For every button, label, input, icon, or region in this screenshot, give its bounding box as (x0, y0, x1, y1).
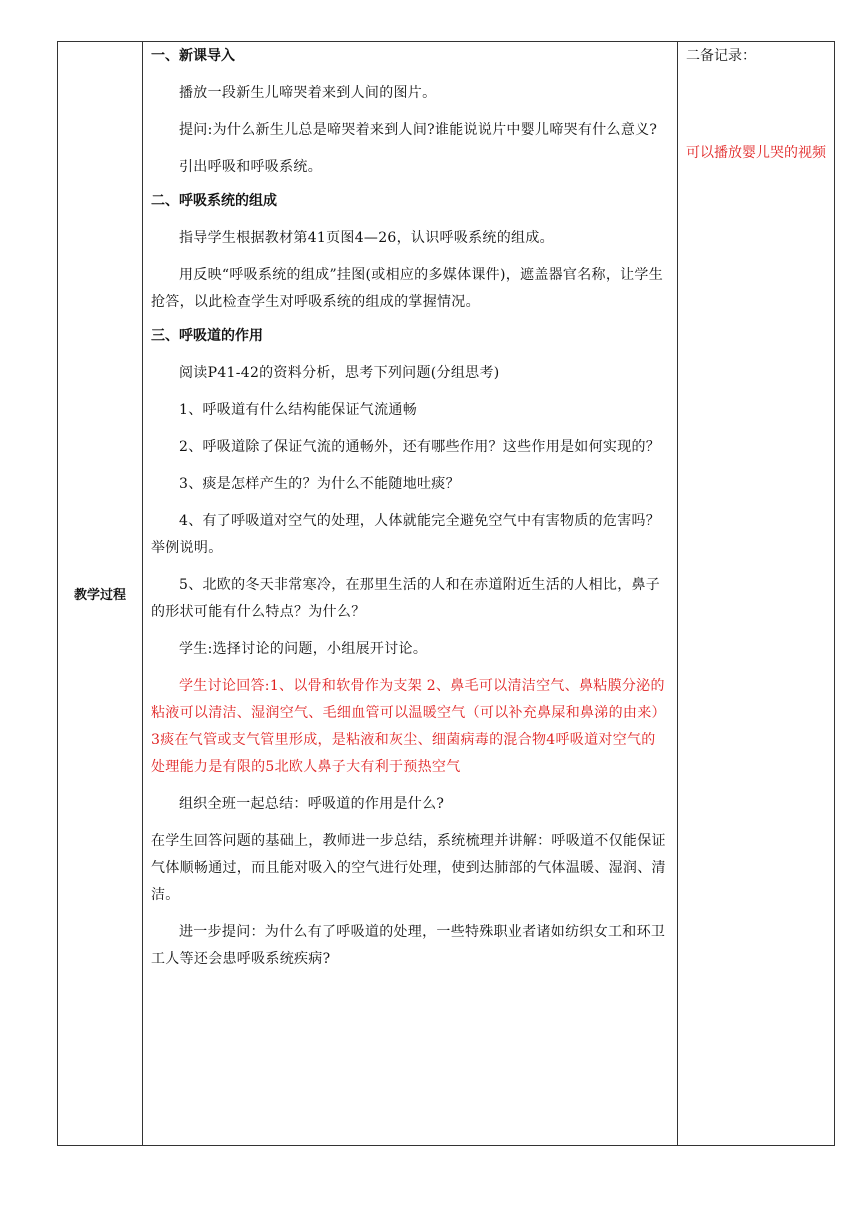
notes-title: 二备记录： (686, 48, 756, 64)
section-heading-intro: 一、新课导入 (151, 48, 235, 64)
summary-prompt: 组织全班一起总结：呼吸道的作用是什么? (179, 796, 445, 812)
teaching-content-cell (143, 42, 678, 1146)
question-item: 2、呼吸道除了保证气流的通畅外，还有哪些作用？这些作用是如何实现的？ (179, 439, 661, 455)
question-item: 4、有了呼吸道对空气的处理，人体就能完全避免空气中有害物质的危害吗？举例说明。 (151, 513, 661, 556)
composition-paragraph: 指导学生根据教材第41页图4—26，认识呼吸系统的组成。 (179, 230, 554, 246)
student-answer: 学生讨论回答:1、以骨和软骨作为支架 2、鼻毛可以清洁空气、鼻粘膜分泌的粘液可以清洁、湿润空气、毛细血管可以温暖空气（可以补充鼻屎和鼻涕的由来）3痰在气管或支气管里形成，是粘液和灰尘、细菌病毒的混合物4呼吸道对空气的处理能力是有限的5北欧人鼻子大有利于预热空气 (151, 678, 666, 775)
airway-paragraph: 阅读P41-42的资料分析，思考下列问题(分组思考) (179, 365, 500, 381)
section-label-cell (58, 42, 143, 1146)
intro-paragraph: 播放一段新生儿啼哭着来到人间的图片。 (179, 85, 437, 101)
notes-cell (678, 42, 835, 1146)
notes-remark: 可以播放婴儿哭的视频 (686, 145, 826, 161)
intro-paragraph: 引出呼吸和呼吸系统。 (179, 159, 322, 175)
student-discussion: 学生:选择讨论的问题，小组展开讨论。 (179, 641, 428, 657)
question-item: 1、呼吸道有什么结构能保证气流通畅 (179, 402, 418, 418)
further-question: 进一步提问：为什么有了呼吸道的处理，一些特殊职业者诸如纺织女工和环卫工人等还会患呼吸系统疾病? (151, 924, 666, 967)
lesson-plan-table (57, 41, 835, 1146)
composition-paragraph: 用反映“呼吸系统的组成”挂图(或相应的多媒体课件)，遮盖器官名称，让学生抢答，以此检查学生对呼吸系统的组成的掌握情况。 (151, 267, 664, 310)
section-label: 教学过程 (73, 588, 126, 603)
question-item: 5、北欧的冬天非常寒冷，在那里生活的人和在赤道附近生活的人相比，鼻子的形状可能有什么特点？为什么？ (151, 577, 661, 620)
section-heading-composition: 二、呼吸系统的组成 (151, 193, 277, 209)
question-item: 3、痰是怎样产生的？为什么不能随地吐痰？ (179, 476, 460, 492)
section-heading-airway-function: 三、呼吸道的作用 (151, 328, 263, 344)
teacher-summary: 在学生回答问题的基础上，教师进一步总结，系统梳理并讲解：呼吸道不仅能保证气体顺畅通过，而且能对吸入的空气进行处理，使到达肺部的气体温暖、湿润、清洁。 (151, 833, 666, 903)
intro-paragraph: 提问:为什么新生儿总是啼哭着来到人间?谁能说说片中婴儿啼哭有什么意义? (179, 122, 658, 138)
